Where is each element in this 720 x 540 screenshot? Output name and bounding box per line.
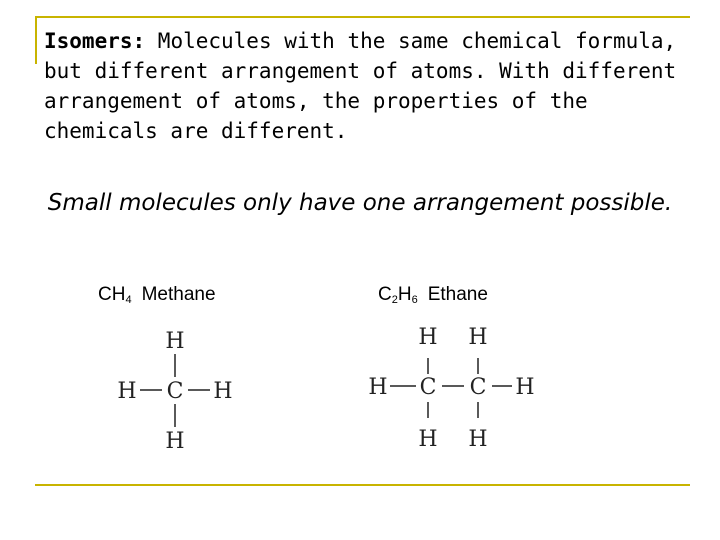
methane-structure	[110, 325, 250, 455]
methane-formula-sub: 4	[125, 294, 132, 306]
ethane-atom-h-right: H	[515, 375, 535, 400]
ethane-label	[378, 284, 488, 306]
ethane-atom-h-top-1: H	[418, 325, 438, 350]
ethane-atom-h-bottom-1: H	[418, 427, 438, 452]
ethane-atom-c2: C	[469, 375, 487, 400]
definition-term: Isomers:	[44, 29, 146, 53]
methane-formula-ch: CH	[98, 284, 126, 305]
left-rule	[35, 16, 37, 64]
ethane-atom-h-top-2: H	[468, 325, 488, 350]
small-molecules-statement: Small molecules only have one arrangement possible.	[47, 190, 673, 216]
definition-text: Molecules with the same chemical formula, but different arrangement of atoms. With different arrangement of atoms, the properties of the chemicals are different.	[44, 29, 677, 143]
methane-label	[98, 284, 216, 306]
ethane-formula-h: H	[397, 284, 412, 305]
ethane-formula-sub2: 6	[411, 294, 418, 306]
methane-atom-h-left: H	[117, 379, 137, 404]
bottom-rule	[35, 484, 690, 486]
ethane-formula-c: C	[378, 284, 392, 305]
isomer-definition	[44, 26, 704, 146]
top-rule	[35, 16, 690, 18]
methane-atom-c: C	[166, 379, 184, 404]
methane-atom-h-right: H	[213, 379, 233, 404]
ethane-atom-h-bottom-2: H	[468, 427, 488, 452]
methane-atom-h-top: H	[165, 329, 185, 354]
ethane-formula-sub1: 2	[391, 294, 398, 306]
methane-atom-h-bottom: H	[165, 429, 185, 454]
ethane-atom-c1: C	[419, 375, 437, 400]
methane-name: Methane	[141, 284, 216, 305]
ethane-structure	[360, 318, 550, 458]
ethane-atom-h-left: H	[368, 375, 388, 400]
ethane-name: Ethane	[427, 284, 488, 305]
